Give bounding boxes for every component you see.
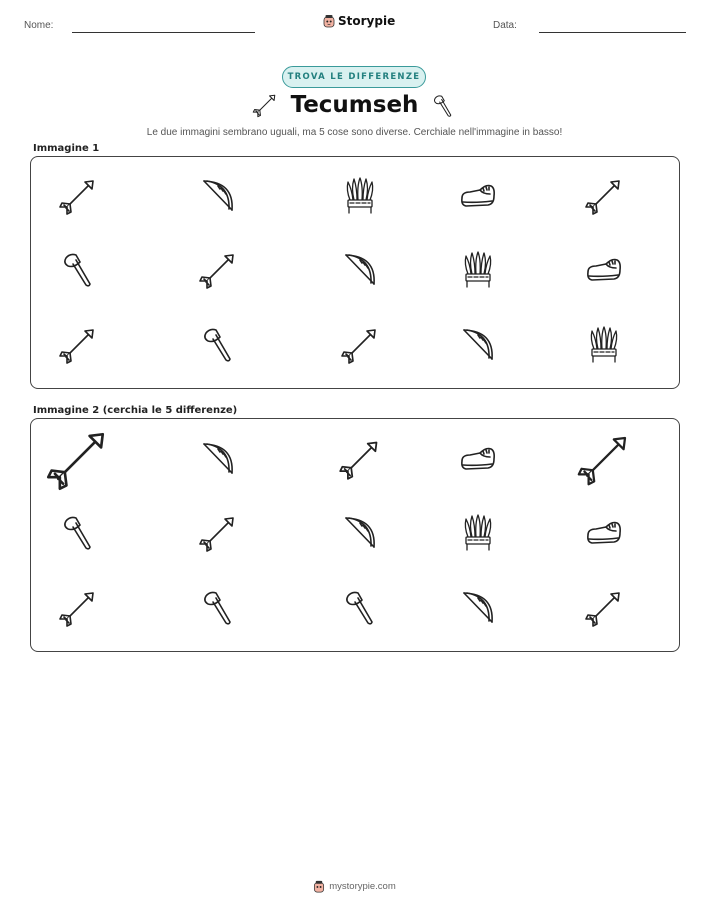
- arrow-icon: [340, 325, 380, 365]
- headdress-icon: [458, 250, 498, 290]
- date-field[interactable]: [539, 32, 686, 33]
- moccasin-icon: [458, 176, 498, 216]
- headdress-icon[interactable]: [458, 513, 498, 553]
- axe-icon[interactable]: [198, 588, 238, 628]
- bow-icon[interactable]: [340, 513, 380, 553]
- arrow-icon[interactable]: [198, 513, 238, 553]
- brand-name: Storypie: [338, 14, 396, 28]
- image2-label: Immagine 2 (cerchia le 5 differenze): [33, 405, 238, 416]
- axe-icon: [198, 325, 238, 365]
- arrow-icon: [584, 176, 624, 216]
- bow-icon: [198, 176, 238, 216]
- headdress-icon: [340, 176, 380, 216]
- arrow-icon[interactable]: [58, 588, 98, 628]
- footer: [0, 880, 709, 893]
- name-label: Nome:: [24, 20, 54, 31]
- moccasin-icon[interactable]: [584, 513, 624, 553]
- axe-icon: [430, 92, 456, 120]
- date-label: Data:: [493, 20, 517, 31]
- activity-badge: TROVA LE DIFFERENZE: [282, 66, 426, 88]
- arrow-icon[interactable]: [45, 426, 111, 492]
- bow-icon[interactable]: [458, 588, 498, 628]
- page-title: Tecumseh: [290, 92, 419, 118]
- axe-icon[interactable]: [58, 513, 98, 553]
- bow-icon[interactable]: [198, 439, 238, 479]
- bow-icon: [458, 325, 498, 365]
- axe-icon[interactable]: [340, 588, 380, 628]
- storypie-mascot-icon: [323, 14, 335, 28]
- moccasin-icon[interactable]: [458, 439, 498, 479]
- moccasin-icon: [584, 250, 624, 290]
- arrow-icon[interactable]: [584, 588, 624, 628]
- arrow-icon: [198, 250, 238, 290]
- bow-icon: [340, 250, 380, 290]
- footer-url: mystorypie.com: [329, 881, 396, 892]
- storypie-mascot-icon: [313, 880, 325, 893]
- arrow-icon: [58, 176, 98, 216]
- axe-icon: [58, 250, 98, 290]
- arrow-icon: [58, 325, 98, 365]
- headdress-icon: [584, 325, 624, 365]
- arrow-icon[interactable]: [576, 431, 632, 487]
- arrow-icon[interactable]: [338, 437, 382, 481]
- instructions: Le due immagini sembrano uguali, ma 5 cose sono diverse. Cerchiale nell'immagine in basso!: [146, 127, 563, 138]
- image1-label: Immagine 1: [33, 143, 100, 154]
- name-field[interactable]: [72, 32, 255, 33]
- storypie-logo: [323, 14, 395, 28]
